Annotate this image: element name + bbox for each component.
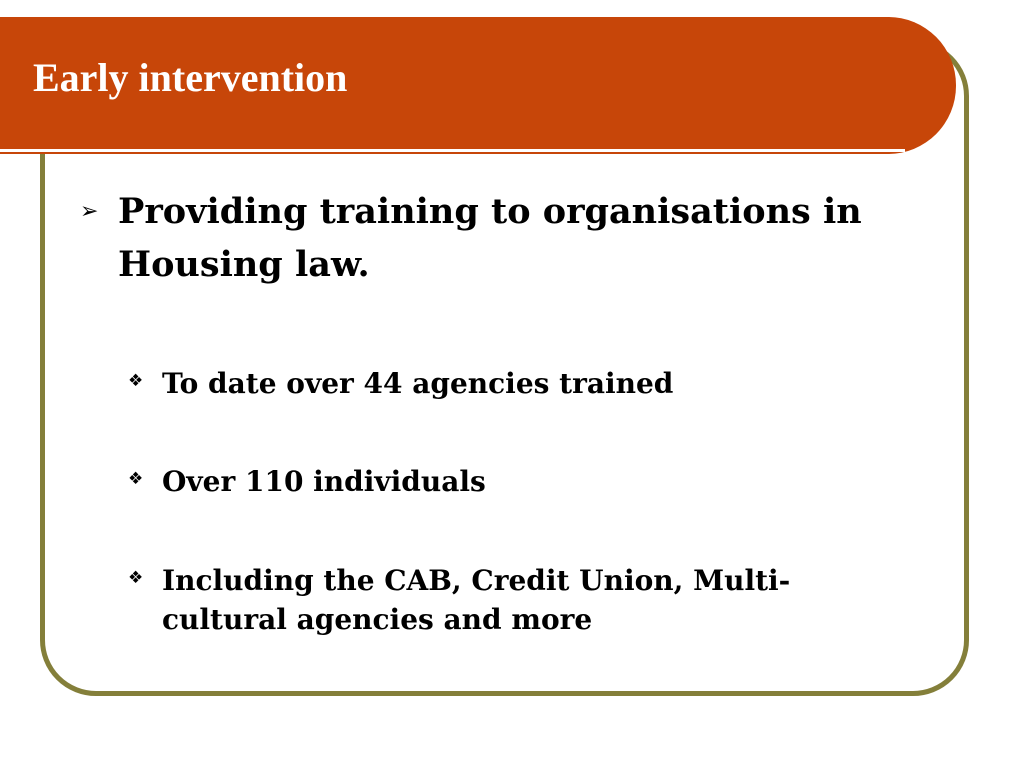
sub-bullet-item: [128, 364, 888, 403]
arrow-bullet-icon: ➢: [80, 199, 99, 224]
sub-bullet-item: [128, 561, 888, 639]
sub-bullet-item: [128, 462, 888, 501]
diamond-bullet-icon: ❖: [128, 371, 144, 391]
slide-title: Early intervention: [33, 55, 348, 100]
title-underline: [0, 149, 905, 152]
main-bullet: [80, 185, 920, 291]
diamond-bullet-icon: ❖: [128, 568, 144, 588]
sub-bullet-text: Over 110 individuals: [162, 465, 486, 498]
diamond-bullet-icon: ❖: [128, 469, 144, 489]
main-bullet-text: Providing training to organisations in Housing law.: [118, 191, 862, 285]
sub-bullet-text: Including the CAB, Credit Union, Multi-cultural agencies and more: [162, 564, 791, 636]
sub-bullet-text: To date over 44 agencies trained: [162, 367, 674, 400]
